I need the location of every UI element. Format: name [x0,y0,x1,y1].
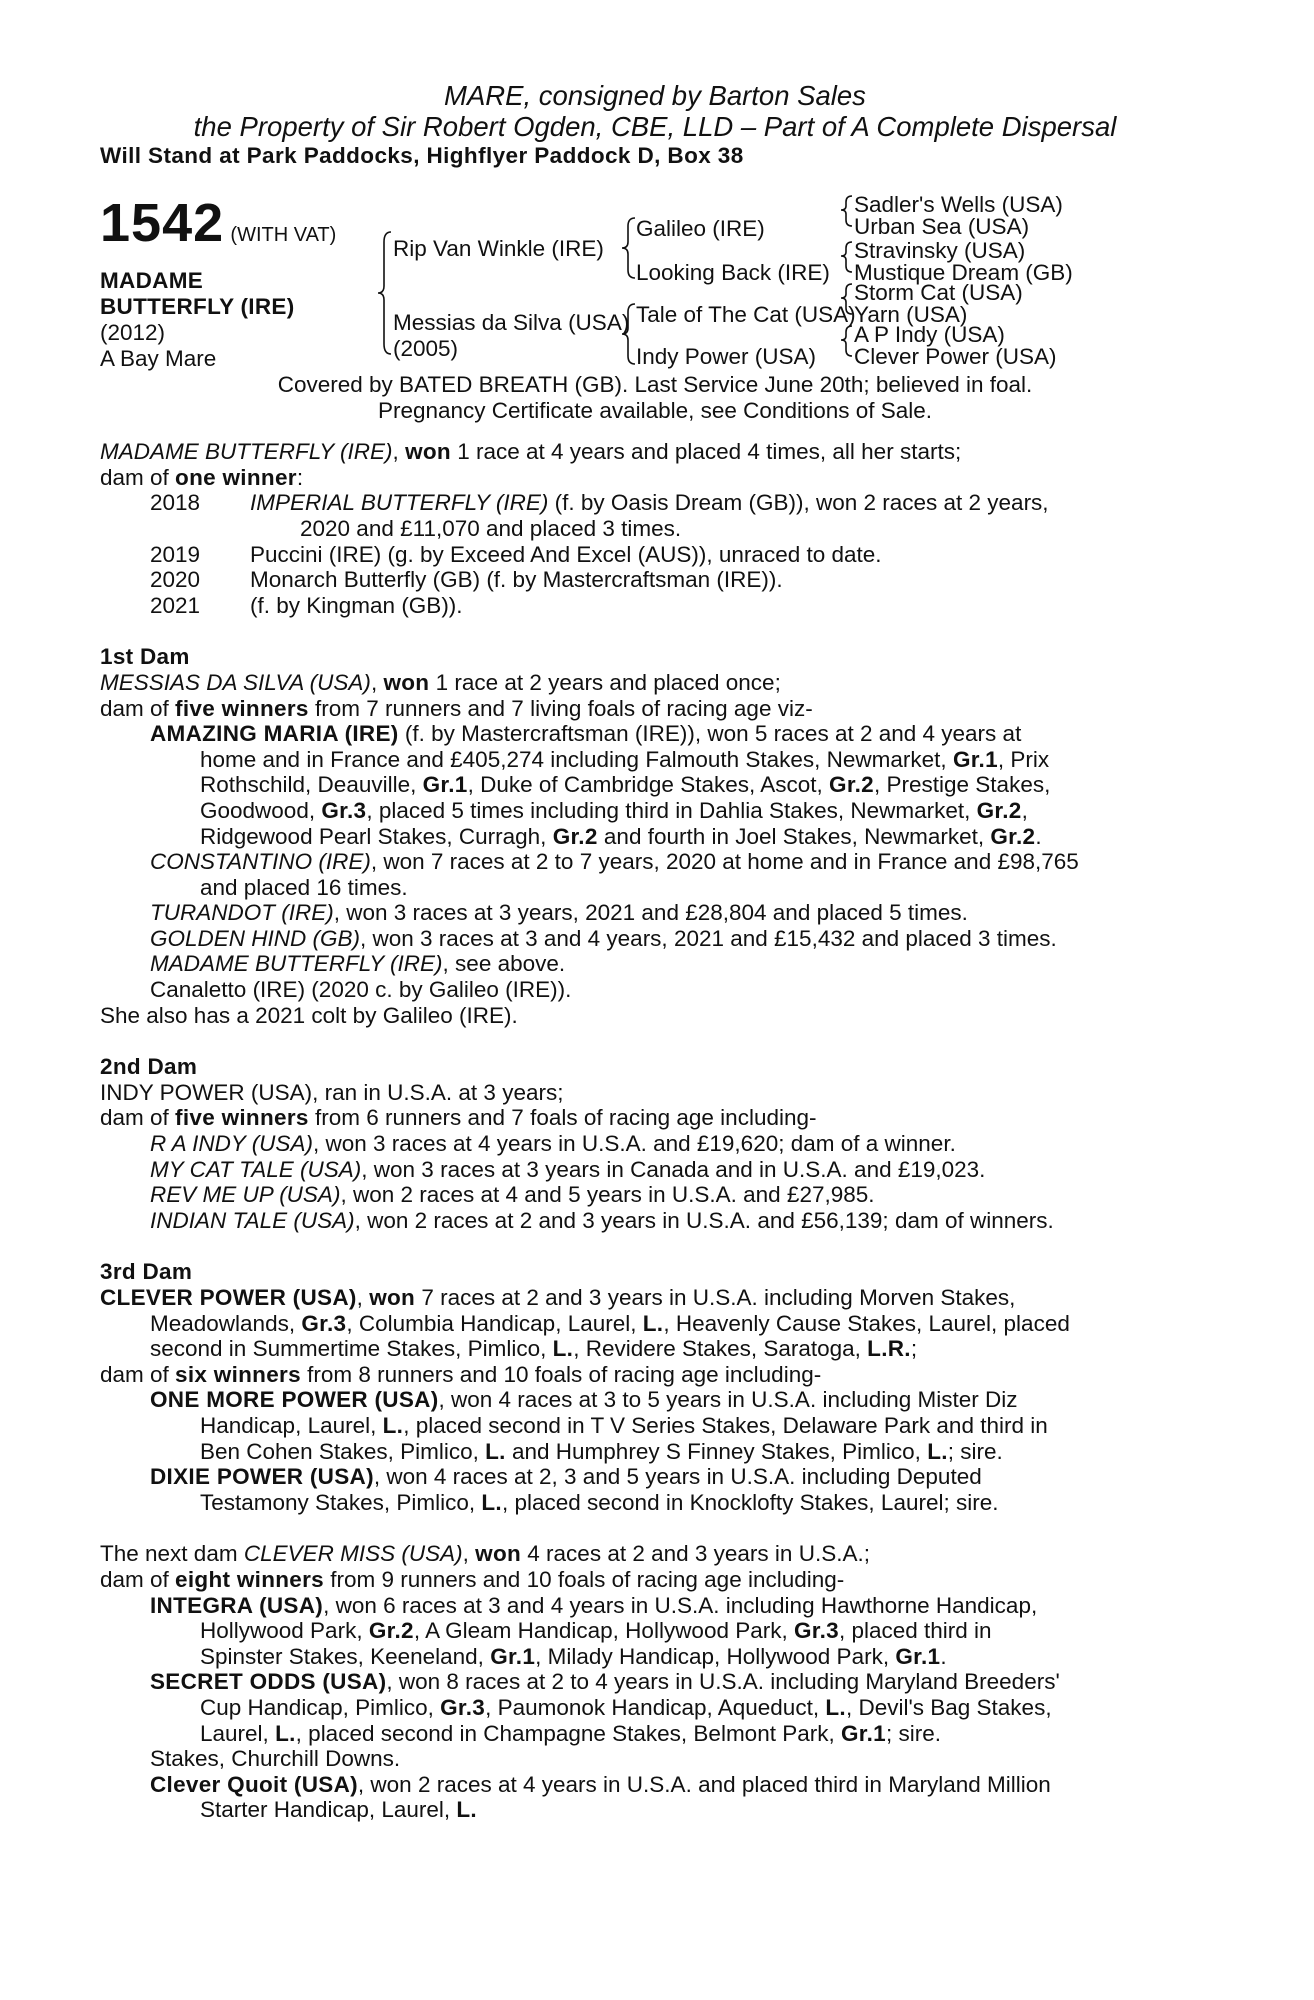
sire-sire-sire: Sadler's Wells (USA) [854,192,1063,217]
grade: Gr.1 [422,772,468,798]
grade: L. [481,1489,502,1515]
grade: L. [642,1310,664,1336]
winner-text: Starter Handicap, Laurel, [200,1797,457,1823]
sire: Rip Van Winkle (IRE) [393,236,604,261]
winner-text: , [1021,797,1028,823]
dam-text: , [462,1541,476,1567]
dam-dam-dam: Clever Power (USA) [854,344,1057,369]
winners-text: from 6 runners and 7 foals of racing age including- [308,1105,817,1131]
dam-sire: Tale of The Cat (USA) [636,302,856,327]
winner-text: ; sire. [885,1720,941,1746]
winner-text: and placed 16 times. [200,874,408,900]
grade: L.R. [867,1336,911,1362]
winner-text: , placed third in [838,1618,992,1644]
grade: L. [456,1797,477,1823]
winner-text: , Paumonok Handicap, Aqueduct, [485,1694,826,1720]
dam-sire-dam: Yarn (USA) [854,302,968,327]
dam-text: , Heavenly Cause Stakes, Laurel, placed [663,1310,1070,1336]
foal-entry: Canaletto (IRE) (2020 c. by Galileo (IRE)). [150,977,572,1003]
dam-of-label: dam of [100,1361,176,1387]
grade: Gr.1 [952,746,998,772]
first-dam-section: 1st Dam MESSIAS DA SILVA (USA), won 1 race at 2 years and placed once; dam of five winners from 7 runners and 7 living foals of racing age viz- AMAZING MARIA (IRE) (f. by Mastercraftsman (IRE)), won 5 races at 2 and 4 years at home and in France and £405,274 including Falmouth Stakes, Newmarket, Gr.1, Prix Rothschild, Deauville, Gr.1, Duke of Cambridge Stakes, Ascot, Gr.2, Prestige Stakes, Goodwood, Gr.3, placed 5 times including third in Dahlia Stakes, Newmarket, Gr.2, Ridgewood Pearl Stakes, Curragh, Gr.2 and fourth in Joel Stakes, Newmarket, Gr.2. CONSTANTINO (IRE), won 7 races at 2 to 7 years, 2020 at home and in France and £98,765 and placed 16 times. TURANDOT (IRE), won 3 races at 3 years, 2021 and £28,804 and placed 5 times. GOLDEN HIND (GB), won 3 races at 3 and 4 years, 2021 and £15,432 and placed 3 times. MADAME BUTTERFLY (IRE), see above. Canaletto (IRE) (2020 c. by Galileo (IRE)). She also has a 2021 colt by Galileo (IRE). [100,644,1210,1028]
winner-text: , won 4 races at 3 to 5 years in U.S.A. including Mister Diz [438,1387,1018,1413]
also-note: She also has a 2021 colt by Galileo (IRE). [100,1002,518,1028]
sire-dam-sire: Stravinsky (USA) [854,238,1026,263]
winner-text: , Devil's Bag Stakes, [845,1694,1052,1720]
winner-name: MADAME BUTTERFLY (IRE) [150,951,443,977]
winner-text: , won 3 races at 3 and 4 years, 2021 and £15,432 and placed 3 times. [360,925,1057,951]
winner-text: , Duke of Cambridge Stakes, Ascot, [467,772,830,798]
dam-dam-sire: A P Indy (USA) [854,322,1005,347]
dam-name: CLEVER MISS (USA) [243,1541,463,1567]
winner-name: Clever Quoit (USA) [150,1771,358,1797]
produce-text: (f. by Oasis Dream (GB)), won 2 races at 2 years, [548,490,1049,516]
winner-text: , won 3 races at 3 years, 2021 and £28,804 and placed 5 times. [333,900,968,926]
grade: Gr.2 [552,823,598,849]
grade: L. [552,1336,574,1362]
winner-text: , see above. [442,951,566,977]
catalogue-page [100,80,1210,1823]
winner-name: TURANDOT (IRE) [150,900,334,926]
produce-section: MADAME BUTTERFLY (IRE), won 1 race at 4 years and placed 4 times, all her starts; dam of one winner: 2018 IMPERIAL BUTTERFLY (IRE) (f. by Oasis Dream (GB)), won 2 races at 2 years, 2020 and £11,070 and placed 3 times. 2019 Puccini (IRE) (g. by Exceed And Excel (AUS)), unraced to date. 2020 Monarch Butterfly (GB) (f. by Mastercraftsman (IRE)). 2021 (f. by Kingman (GB)). [100,439,1210,618]
grade: L. [825,1694,846,1720]
dam-year: (2005) [393,336,459,361]
grade: Gr.3 [440,1694,486,1720]
property-line: the Property of Sir Robert Ogden, CBE, LLD – Part of A Complete Dispersal [193,111,1117,142]
dam-text: The next dam [100,1541,244,1567]
sire-sire: Galileo (IRE) [636,216,765,241]
winner-text: ; sire. [947,1438,1003,1464]
winners-count: five winners [175,1105,309,1131]
winner-text: Spinster Stakes, Keeneland, [200,1643,491,1669]
third-dam-section: 3rd Dam CLEVER POWER (USA), won 7 races at 2 and 3 years in U.S.A. including Morven Stakes, Meadowlands, Gr.3, Columbia Handicap, Laurel, L., Heavenly Cause Stakes, Laurel, placed second in Summertime Stakes, Pimlico, L., Revidere Stakes, Saratoga, L.R.; dam of six winners from 8 runners and 10 foals of racing age including- ONE MORE POWER (USA), won 4 races at 3 to 5 years in U.S.A. including Mister Diz Handicap, Laurel, L., placed second in T V Series Stakes, Delaware Park and third in Ben Cohen Stakes, Pimlico, L. and Humphrey S Finney Stakes, Pimlico, L.; sire. DIXIE POWER (USA), won 4 races at 2, 3 and 5 years in U.S.A. including Deputed Testamony Stakes, Pimlico, L., placed second in Knocklofty Stakes, Laurel; sire. [100,1259,1210,1515]
dam-sire-sire: Storm Cat (USA) [854,280,1023,305]
winner-text: , won 2 races at 4 years in U.S.A. and placed third in Maryland Million [357,1771,1051,1797]
grade: Gr.3 [301,1310,347,1336]
produce-text: (f. by Kingman (GB)). [250,592,463,618]
grade: Gr.3 [321,797,367,823]
stand-location: Will Stand at Park Paddocks, Highflyer Paddock D, Box 38 [100,143,744,168]
winner-text: Ridgewood Pearl Stakes, Curragh, [200,823,553,849]
winner-text: , placed second in T V Series Stakes, Delaware Park and third in [403,1412,1048,1438]
dam-of-label: dam of [100,464,176,490]
colon: : [296,464,304,490]
winner-text: . [940,1643,947,1669]
winner-text: , Prestige Stakes, [874,772,1051,798]
section-heading: 2nd Dam [100,1054,198,1080]
winner-text: and fourth in Joel Stakes, Newmarket, [597,823,991,849]
winners-text: from 8 runners and 10 foals of racing age including- [300,1361,822,1387]
produce-cont: 2020 and £11,070 and placed 3 times. [300,515,682,541]
winner-name: MY CAT TALE (USA) [150,1156,362,1182]
winner-text: Rothschild, Deauville, [200,772,423,798]
covered-line-1: Covered by BATED BREATH (GB). Last Service June 20th; believed in foal. [277,372,1033,397]
produce-year: 2019 [150,541,201,567]
winner-text: , Prix [997,746,1050,772]
winner-text: , won 4 races at 2, 3 and 5 years in U.S.A. including Deputed [373,1464,982,1490]
produce-name: IMPERIAL BUTTERFLY (IRE) [250,490,549,516]
winner-text: home and in France and £405,274 including Falmouth Stakes, Newmarket, [200,746,953,772]
winner-text: , A Gleam Handicap, Hollywood Park, [413,1618,794,1644]
winner-text: Handicap, Laurel, [200,1412,383,1438]
grade: L. [927,1438,948,1464]
winner-text: , Milady Handicap, Hollywood Park, [535,1643,896,1669]
grade: L. [275,1720,296,1746]
dam-text: 7 races at 2 and 3 years in U.S.A. including Morven Stakes, [415,1285,1016,1310]
winner-name: R A INDY (USA) [150,1131,313,1157]
second-dam-section [100,1054,1210,1233]
vat-label: (WITH VAT) [230,224,337,246]
produce-row [100,567,1210,593]
produce-year: 2020 [150,567,201,593]
produce-row [100,593,1210,619]
winner-text: , won 2 races at 4 and 5 years in U.S.A. and £27,985. [340,1182,875,1208]
winner-text: Hollywood Park, [200,1618,369,1644]
dam-name: CLEVER POWER (USA) [100,1285,357,1310]
winner-text: Testamony Stakes, Pimlico, [200,1489,482,1515]
dam-text: 4 races at 2 and 3 years in U.S.A.; [521,1541,870,1567]
dam-text: Meadowlands, [150,1310,302,1336]
consignor-line: MARE, consigned by Barton Sales [444,80,866,111]
winner-text: , won 3 races at 3 years in Canada and in U.S.A. and £19,023. [361,1156,986,1182]
won-label: won [475,1541,522,1567]
winner-name: AMAZING MARIA (IRE) [150,721,399,747]
grade: Gr.2 [829,772,874,798]
winner-text: , won 2 races at 2 and 3 years in U.S.A. and £56,139; dam of winners. [354,1207,1054,1233]
grade: Gr.1 [840,1720,886,1746]
winners-count: one winner [175,464,297,490]
dam-text: , Revidere Stakes, Saratoga, [573,1336,868,1362]
dam-of-label: dam of [100,1105,176,1131]
lot-number: 1542 [100,193,225,253]
produce-year: 2021 [150,592,201,618]
winner-text: , won 3 races at 4 years in U.S.A. and £19,620; dam of a winner. [312,1131,956,1157]
won-label: won [369,1285,416,1310]
produce-text: Puccini (IRE) (g. by Exceed And Excel (AUS)), unraced to date. [250,541,882,567]
horse-year: (2012) [100,320,166,345]
winner-text: , won 8 races at 2 to 4 years in U.S.A. including Maryland Breeders' [386,1669,1060,1695]
winner-text: , won 7 races at 2 to 7 years, 2020 at home and in France and £98,765 [370,849,1079,875]
mare-name: MADAME BUTTERFLY (IRE) [100,439,393,465]
winners-count: five winners [175,695,309,721]
winner-text: , placed second in Knocklofty Stakes, Laurel; sire. [501,1489,999,1515]
winner-text: . [1035,823,1042,849]
grade: Gr.2 [976,797,1022,823]
winner-name: DIXIE POWER (USA) [150,1464,374,1490]
won-label: won [405,439,451,465]
grade: Gr.2 [368,1618,414,1644]
winners-count: eight winners [175,1566,324,1592]
horse-name-1: MADAME [100,268,204,293]
dam-text: , Columbia Handicap, Laurel, [346,1310,643,1336]
section-heading: 1st Dam [100,644,190,670]
winners-text: from 7 runners and 7 living foals of racing age viz- [308,695,813,721]
dam-name: MESSIAS DA SILVA (USA) [100,669,371,695]
sire-sire-dam: Urban Sea (USA) [854,214,1030,239]
dam-of-label: dam of [100,1566,176,1592]
produce-row [100,542,1210,568]
dam-text: 1 race at 2 years and placed once; [429,669,781,695]
winner-name: INTEGRA (USA) [150,1592,324,1618]
produce-year: 2018 [150,490,201,516]
grade: Gr.1 [490,1643,536,1669]
horse-description: A Bay Mare [100,346,217,371]
dam-text: second in Summertime Stakes, Pimlico, [150,1336,553,1362]
dam-of-label: dam of [100,695,176,721]
winner-name: GOLDEN HIND (GB) [150,925,361,951]
dam-dam: Indy Power (USA) [636,344,817,369]
winner-text: Stakes, Churchill Downs. [150,1746,401,1772]
winner-name: CONSTANTINO (IRE) [150,849,371,875]
winner-text: , placed second in Champagne Stakes, Belmont Park, [295,1720,841,1746]
grade: Gr.3 [794,1618,839,1644]
next-dam-section [100,1541,1210,1823]
winner-text: (f. by Mastercraftsman (IRE)), won 5 races at 2 and 4 years at [398,721,1022,747]
pedigree-braces [100,192,900,392]
dam-text: INDY POWER (USA), ran in U.S.A. at 3 years; [100,1079,564,1105]
sire-dam: Looking Back (IRE) [636,260,830,285]
pedigree-block [100,192,1210,432]
winner-name: SECRET ODDS (USA) [150,1669,387,1695]
winner-name: ONE MORE POWER (USA) [150,1387,439,1413]
produce-row [100,490,1210,516]
winner-text: Goodwood, [200,797,322,823]
horse-name-2: BUTTERFLY (IRE) [100,294,295,319]
winner-text: , placed 5 times including third in Dahlia Stakes, Newmarket, [366,797,977,823]
grade: Gr.1 [895,1643,941,1669]
winner-name: INDIAN TALE (USA) [150,1207,355,1233]
winner-text: , won 6 races at 3 and 4 years in U.S.A. including Hawthorne Handicap, [323,1592,1038,1618]
covered-line-2: Pregnancy Certificate available, see Conditions of Sale. [377,397,933,423]
grade: L. [485,1438,506,1464]
dam-text: ; [910,1336,918,1362]
won-label: won [383,669,430,695]
winner-name: REV ME UP (USA) [150,1182,341,1208]
winner-text: Cup Handicap, Pimlico, [200,1694,441,1720]
winner-text: and Humphrey S Finney Stakes, Pimlico, [505,1438,928,1464]
winners-text: from 9 runners and 10 foals of racing age including- [323,1566,845,1592]
winner-text: Laurel, [200,1720,276,1746]
grade: L. [382,1412,404,1438]
produce-text: Monarch Butterfly (GB) (f. by Mastercraftsman (IRE)). [250,567,783,593]
sire-dam-dam: Mustique Dream (GB) [854,260,1073,285]
dam: Messias da Silva (USA) [393,310,630,335]
grade: Gr.2 [990,823,1036,849]
intro-text: 1 race at 4 years and placed 4 times, all her starts; [450,439,962,465]
section-heading: 3rd Dam [100,1259,193,1285]
winner-text: Ben Cohen Stakes, Pimlico, [200,1438,486,1464]
winners-count: six winners [175,1361,301,1387]
